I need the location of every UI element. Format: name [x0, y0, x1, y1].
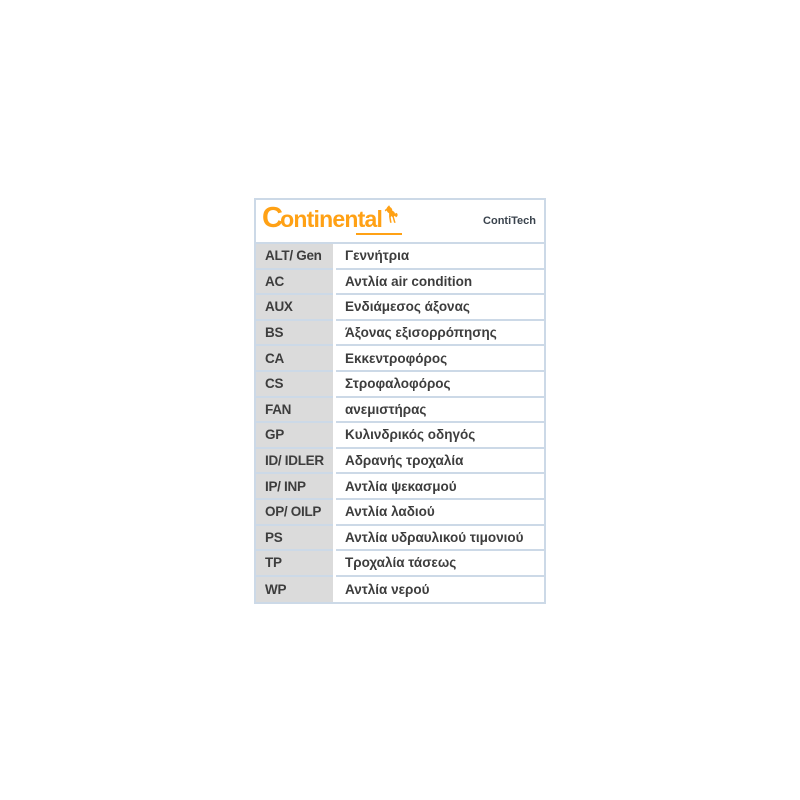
description-cell: Κυλινδρικός οδηγός [336, 423, 544, 449]
table-row [256, 551, 544, 577]
rearing-horse-icon [384, 204, 400, 228]
contitech-label: ContiTech [483, 215, 536, 227]
table-row [256, 321, 544, 347]
abbreviation-cell: IP/ INP [256, 474, 333, 500]
description-cell: Τροχαλία τάσεως [336, 551, 544, 577]
abbreviation-cell: CS [256, 372, 333, 398]
description-cell: Αντλία air condition [336, 270, 544, 296]
logo-wordmark-first-letter: C [262, 202, 283, 235]
abbreviation-cell: ID/ IDLER [256, 449, 333, 475]
brand-header [256, 200, 544, 244]
table-row [256, 526, 544, 552]
abbreviation-cell: BS [256, 321, 333, 347]
description-cell: Αντλία υδραυλικού τιμονιού [336, 526, 544, 552]
abbreviation-cell: WP [256, 577, 333, 603]
table-row [256, 577, 544, 603]
table-row [256, 449, 544, 475]
table-row [256, 500, 544, 526]
abbreviation-table-body [256, 244, 544, 602]
description-cell: Αντλία νερού [336, 577, 544, 603]
description-cell: Ενδιάμεσος άξονας [336, 295, 544, 321]
table-row [256, 398, 544, 424]
description-cell: Στροφαλοφόρος [336, 372, 544, 398]
continental-logo [262, 202, 400, 235]
table-row [256, 423, 544, 449]
description-cell: Άξονας εξισορρόπησης [336, 321, 544, 347]
abbreviation-cell: FAN [256, 398, 333, 424]
table-row [256, 372, 544, 398]
logo-wordmark-rest: ontinental [280, 205, 383, 232]
table-row [256, 244, 544, 270]
abbreviation-cell: AC [256, 270, 333, 296]
description-cell: ανεμιστήρας [336, 398, 544, 424]
abbreviation-cell: AUX [256, 295, 333, 321]
description-cell: Γεννήτρια [336, 244, 544, 270]
description-cell: Αντλία ψεκασμού [336, 474, 544, 500]
abbreviation-cell: TP [256, 551, 333, 577]
table-row [256, 346, 544, 372]
table-row [256, 270, 544, 296]
description-cell: Αδρανής τροχαλία [336, 449, 544, 475]
abbreviation-cell: OP/ OILP [256, 500, 333, 526]
table-row [256, 474, 544, 500]
description-cell: Αντλία λαδιού [336, 500, 544, 526]
description-cell: Εκκεντροφόρος [336, 346, 544, 372]
abbreviation-cell: PS [256, 526, 333, 552]
abbreviation-cell: CA [256, 346, 333, 372]
abbreviation-legend-panel [254, 198, 546, 604]
logo-underline [356, 233, 402, 235]
table-row [256, 295, 544, 321]
abbreviation-cell: ALT/ Gen [256, 244, 333, 270]
abbreviation-cell: GP [256, 423, 333, 449]
